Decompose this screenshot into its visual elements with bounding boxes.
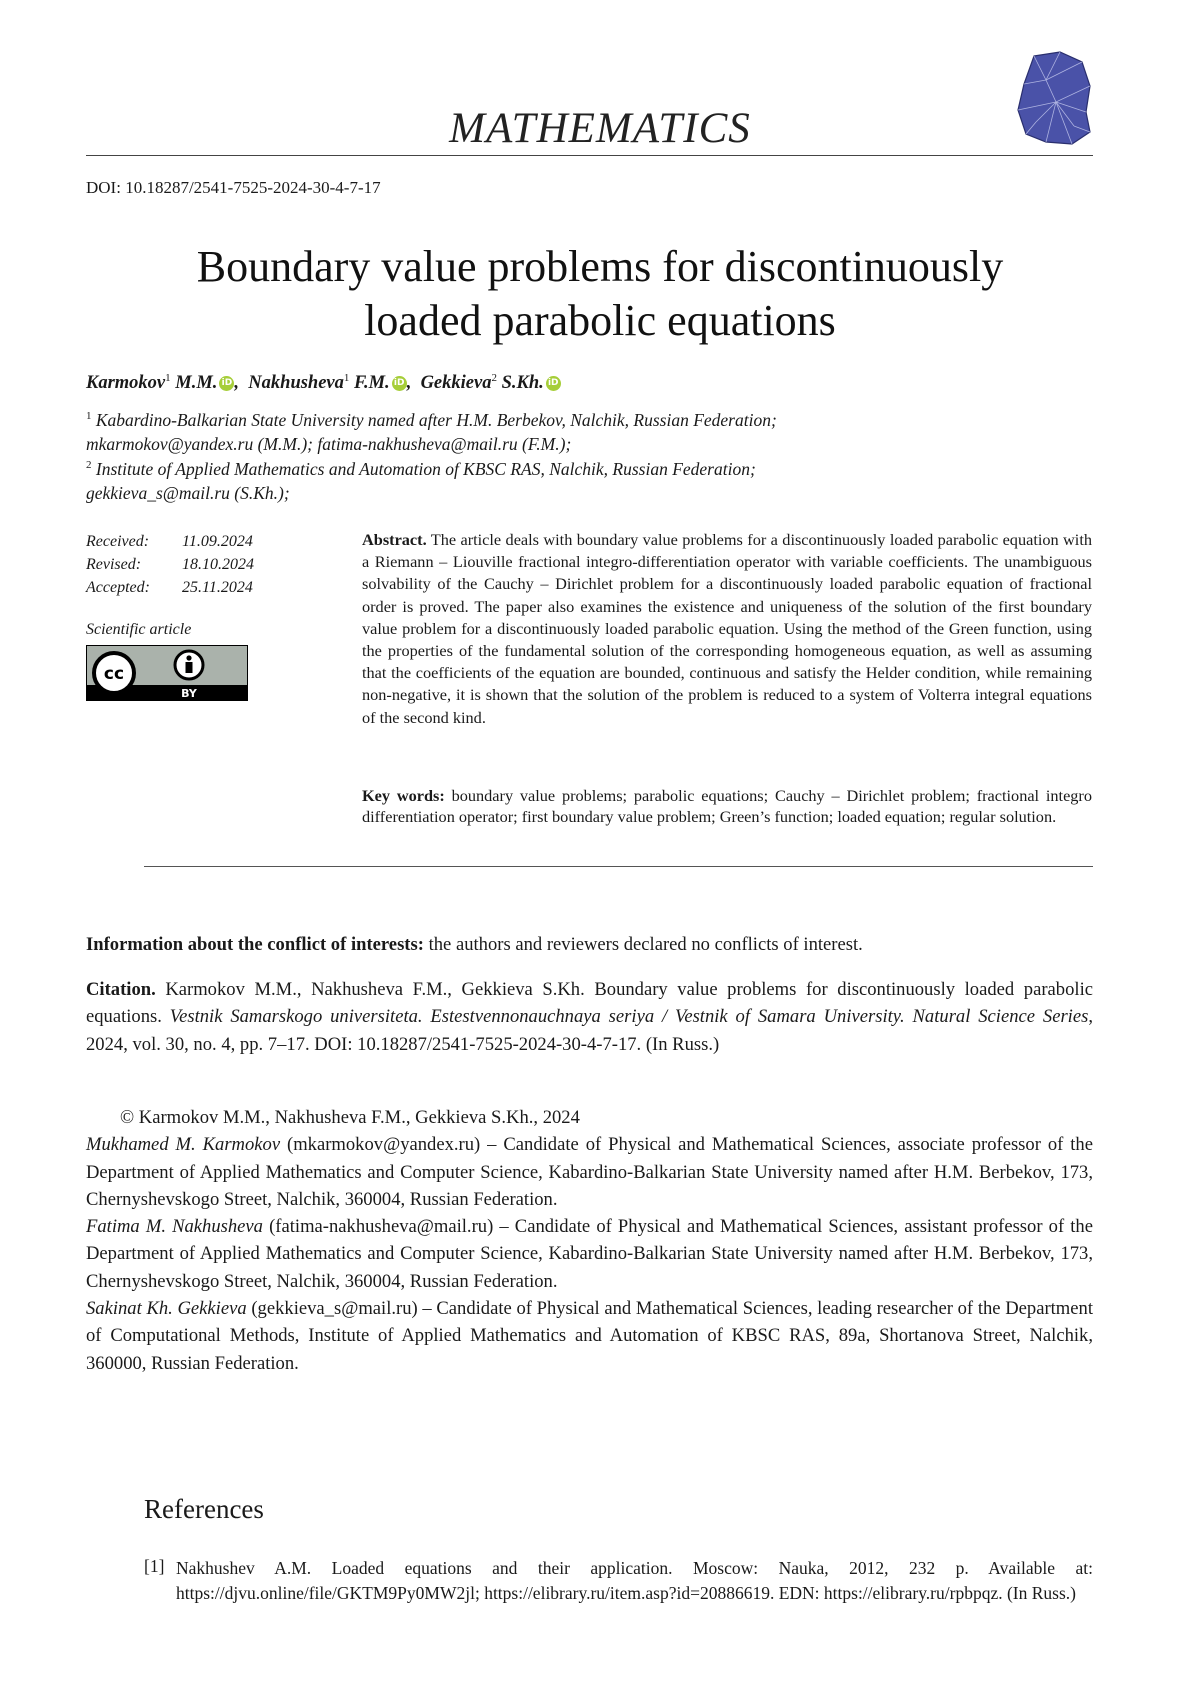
received-date: 11.09.2024 — [182, 533, 253, 550]
abstract-text: The article deals with boundary value problems for a discontinuously loaded parabolic equation with a Riemann – Liouville fractional integro-differentiation operator with variable coefficients. The unambiguous solvability of the Cauchy – Dirichlet problem for a discontinuously loaded parabolic equation of fractional order is proved. The paper also examines the existence and uniqueness of the solution of the first boundary value problem for a discontinuously loaded parabolic equation. Using the method of the Green function, using the properties of the fundamental solution of the corresponding homogeneous equation, as well as assuming that the coefficients of the equation are bounded, continuous and satisfy the Helder condition, while remaining non-negative, it is shown that the solution of the problem is reduced to a system of Volterra integral equations of the second kind. — [362, 530, 1092, 727]
author-bios — [86, 1104, 1093, 1377]
bio-name: Fatima M. Nakhusheva — [86, 1216, 263, 1238]
affiliation-institution: Kabardino-Balkarian State University named after H.M. Berbekov, Nalchik, Russian Federation; — [95, 409, 777, 430]
affiliation-2 — [86, 453, 1096, 505]
revised-date: 18.10.2024 — [182, 556, 254, 573]
author-nakhusheva — [248, 373, 406, 393]
affiliation-number: 1 — [86, 410, 92, 422]
author-karmokov — [86, 373, 234, 393]
reference-item: Nakhushev A.M. Loaded equations and their application. Moscow: Nauka, 2012, 232 p. Available at: https://djvu.online/file/GKTM9Py0MW2jl; https://elibrary.ru/item.asp?id=20886619. EDN: https://elibrary.ru/rpbpqz. (In Russ.) — [176, 1558, 1093, 1603]
bio-text: (mkarmokov@yandex.ru) – Candidate of Physical and Mathematical Sciences, associate professor of the Department of Applied Mathematics and Computer Science, Kabardino-Balkarian State University named after H.M. Berbekov, 173, Chernyshevskogo Street, Nalchik, 360004, Russian Federation. — [86, 1134, 1093, 1210]
article-dates — [86, 530, 254, 599]
accepted-date: 25.11.2024 — [182, 579, 253, 596]
affiliation-1 — [86, 404, 1096, 456]
citation-details: , 2024, vol. 30, no. 4, pp. 7–17. DOI: 10.18287/2541-7525-2024-30-4-7-17. (In Russ.) — [86, 1006, 1093, 1055]
author-surname: Karmokov — [86, 373, 166, 394]
revised-label: Revised: — [86, 556, 142, 573]
doi-line: DOI: 10.18287/2541-7525-2024-30-4-7-17 — [86, 178, 381, 197]
copyright-line: © Karmokov M.M., Nakhusheva F.M., Gekkieva S.Kh., 2024 — [120, 1107, 580, 1128]
orcid-icon[interactable]: iD — [546, 376, 561, 391]
citation-journal: Vestnik Samarskogo universiteta. Estestvennonauchnaya seriya / Vestnik of Samara University. Natural Science Series — [169, 1006, 1089, 1028]
affiliation-emails: gekkieva_s@mail.ru (S.Kh.); — [86, 482, 290, 503]
abstract-label: Abstract. — [362, 530, 427, 549]
author-initials: F.M. — [354, 373, 390, 394]
affiliation-marker: 1 — [165, 372, 171, 384]
bio-nakhusheva — [86, 1213, 1093, 1295]
received-date-row — [86, 530, 254, 553]
bio-text: (fatima-nakhusheva@mail.ru) – Candidate of Physical and Mathematical Sciences, assistant professor of the Department of Applied Mathematics and Computer Science, Kabardino-Balkarian State University named after H.M. Berbekov, 173, Chernyshevskogo Street, Nalchik, 360004, Russian Federation. — [86, 1216, 1093, 1292]
article-title-line-1: Boundary value problems for discontinuously — [196, 242, 1004, 291]
journal-section-title: MATHEMATICS — [449, 105, 751, 152]
cc-by-license-badge[interactable] — [86, 645, 248, 701]
affiliation-marker: 2 — [491, 372, 497, 384]
author-surname: Nakhusheva — [248, 373, 344, 394]
bio-text: (gekkieva_s@mail.ru) – Candidate of Physical and Mathematical Sciences, leading researcher of the Department of Computational Methods, Institute of Applied Mathematics and Automation of KBSC RAS, 89a, Shortanova Street, Nalchik, 360000, Russian Federation. — [86, 1298, 1093, 1374]
article-type-label: Scientific article — [86, 621, 192, 638]
conflict-of-interest — [86, 931, 1093, 958]
citation — [86, 976, 1093, 1058]
citation-label: Citation. — [86, 979, 156, 1000]
bio-gekkieva — [86, 1295, 1093, 1377]
article-title — [100, 240, 1100, 348]
received-label: Received: — [86, 533, 150, 550]
orcid-icon[interactable]: iD — [219, 376, 234, 391]
orcid-icon[interactable]: iD — [392, 376, 407, 391]
author-initials: M.M. — [175, 373, 218, 394]
accepted-date-row — [86, 576, 254, 599]
bio-karmokov — [86, 1131, 1093, 1213]
conflict-label: Information about the conflict of interests: — [86, 934, 424, 955]
author-initials: S.Kh. — [501, 373, 544, 394]
article-title-line-2: loaded parabolic equations — [364, 296, 836, 345]
reference-number: [1] — [144, 1556, 165, 1576]
affiliation-number: 2 — [86, 459, 92, 471]
accepted-label: Accepted: — [86, 579, 150, 596]
author-surname: Gekkieva — [420, 373, 492, 394]
cc-icon-text: cc — [103, 664, 125, 684]
bio-name: Mukhamed M. Karmokov — [86, 1134, 281, 1156]
by-label: BY — [181, 687, 197, 700]
citation-text: Karmokov M.M., Nakhusheva F.M., Gekkieva S.Kh. Boundary value problems for discontinuously loaded parabolic equations. — [86, 979, 1093, 1028]
abstract — [362, 529, 1092, 729]
section-divider — [144, 866, 1093, 867]
author-gekkieva — [421, 373, 561, 393]
keywords-label: Key words: — [362, 786, 445, 805]
references-heading: References — [144, 1494, 264, 1524]
affiliation-marker: 1 — [343, 372, 350, 384]
affiliation-emails: mkarmokov@yandex.ru (M.M.); fatima-nakhusheva@mail.ru (F.M.); — [86, 433, 572, 454]
author-list: Karmokov$^1$ M.M. iD , Nakhusheva$^1$ F.M. iD , Gekkieva$^2$ S.Kh. iD — [86, 372, 561, 394]
keywords — [362, 785, 1092, 827]
affiliation-institution: Institute of Applied Mathematics and Automation of KBSC RAS, Nalchik, Russian Federation; — [95, 458, 756, 479]
conflict-text: the authors and reviewers declared no conflicts of interest. — [428, 934, 863, 955]
keywords-text: boundary value problems; parabolic equations; Cauchy – Dirichlet problem; fractional integro differentiation operator; first boundary value problem; Green’s function; loaded equation; regular solution. — [362, 786, 1092, 826]
header-divider — [86, 155, 1093, 156]
revised-date-row — [86, 553, 254, 576]
bio-name: Sakinat Kh. Gekkieva — [86, 1298, 247, 1320]
